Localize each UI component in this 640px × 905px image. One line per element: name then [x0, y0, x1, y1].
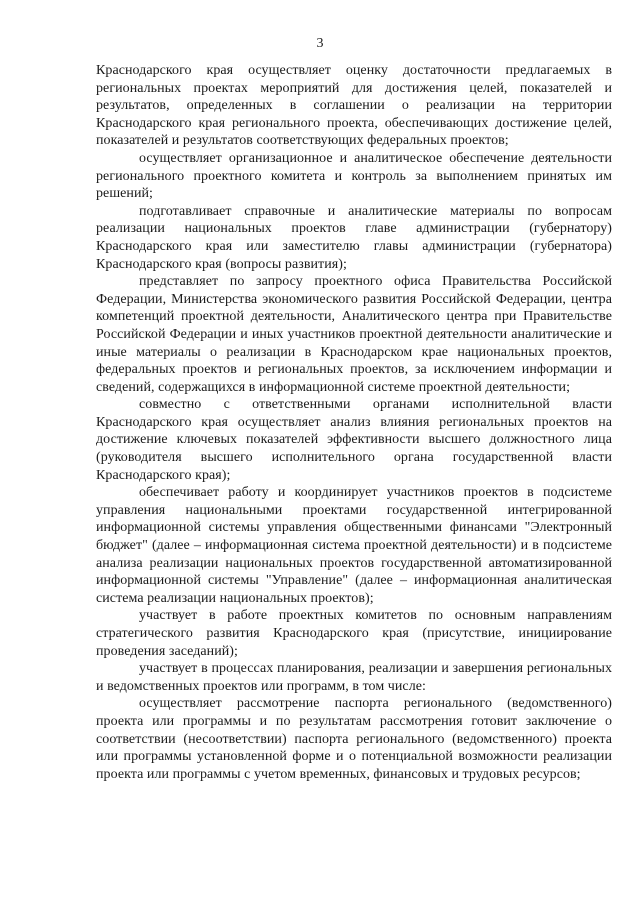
document-body — [96, 62, 612, 783]
paragraph-assessment-continuation: Краснодарского края осуществляет оценку достаточности предлагаемых в региональных проектах мероприятий для достижения целей, показателей и результатов, определенных в соглашении о реализации на территории Краснодарского края регионального проекта, обеспечивающих достижение целей, показателей и результатов соответствующих федеральных проектов; — [96, 63, 612, 149]
paragraph-organizational-support: осуществляет организационное и аналитическое обеспечение деятельности регионального проектного комитета и контроль за выполнением принятых им решений; — [96, 150, 612, 202]
paragraph-passport-review: осуществляет рассмотрение паспорта регионального (ведомственного) проекта или программы и по результатам рассмотрения готовит заключение о соответствии (несоответствии) паспорта регионального (ведомственного) проекта или программы установленной форме и о потенциальной возможности реализации проекта или программы с учетом временных, финансовых и трудовых ресурсов; — [96, 696, 612, 782]
paragraph-planning-processes: участвует в процессах планирования, реализации и завершения региональных и ведомственных проектов или программ, в том числе: — [96, 661, 612, 694]
paragraph-project-committees: участвует в работе проектных комитетов по основным направлениям стратегического развития Краснодарского края (присутствие, инициирование проведения заседаний); — [96, 608, 612, 659]
page-number: 3 — [316, 36, 324, 51]
paragraph-impact-analysis: совместно с ответственными органами исполнительной власти Краснодарского края осуществляет анализ влияния региональных проектов на достижение ключевых показателей эффективности высшего должностного лица (руководителя высшего исполнительного органа государственной власти Краснодарского края); — [96, 397, 612, 483]
paragraph-submits-materials: представляет по запросу проектного офиса Правительства Российской Федерации, Министерства экономического развития Российской Федерации, центра компетенций проектной деятельности, Аналитического центра при Правительстве Российской Федерации и иных участников проектной деятельности аналитические и иные материалы о реализации в Краснодарском крае национальных проектов, федеральных проектов и региональных проектов, за исключением информации и сведений, содержащихся в информационной системе проектной деятельности; — [96, 274, 612, 395]
paragraph-coordinates-participants: обеспечивает работу и координирует участников проектов в подсистеме управления национальными проектами государственной интегрированной информационной системы управления общественными финансами "Электронный бюджет" (далее – информационная система проектной деятельности) и в подсистеме анализа реализации национальных проектов государственной автоматизированной информационной системы "Управление" (далее – информационная аналитическая система реализации национальных проектов); — [96, 485, 612, 606]
paragraph-reference-materials: подготавливает справочные и аналитические материалы по вопросам реализации национальных проектов главе администрации (губернатору) Краснодарского края или заместителю главы администрации (губернатора) Краснодарского края (вопросы развития); — [96, 203, 612, 272]
